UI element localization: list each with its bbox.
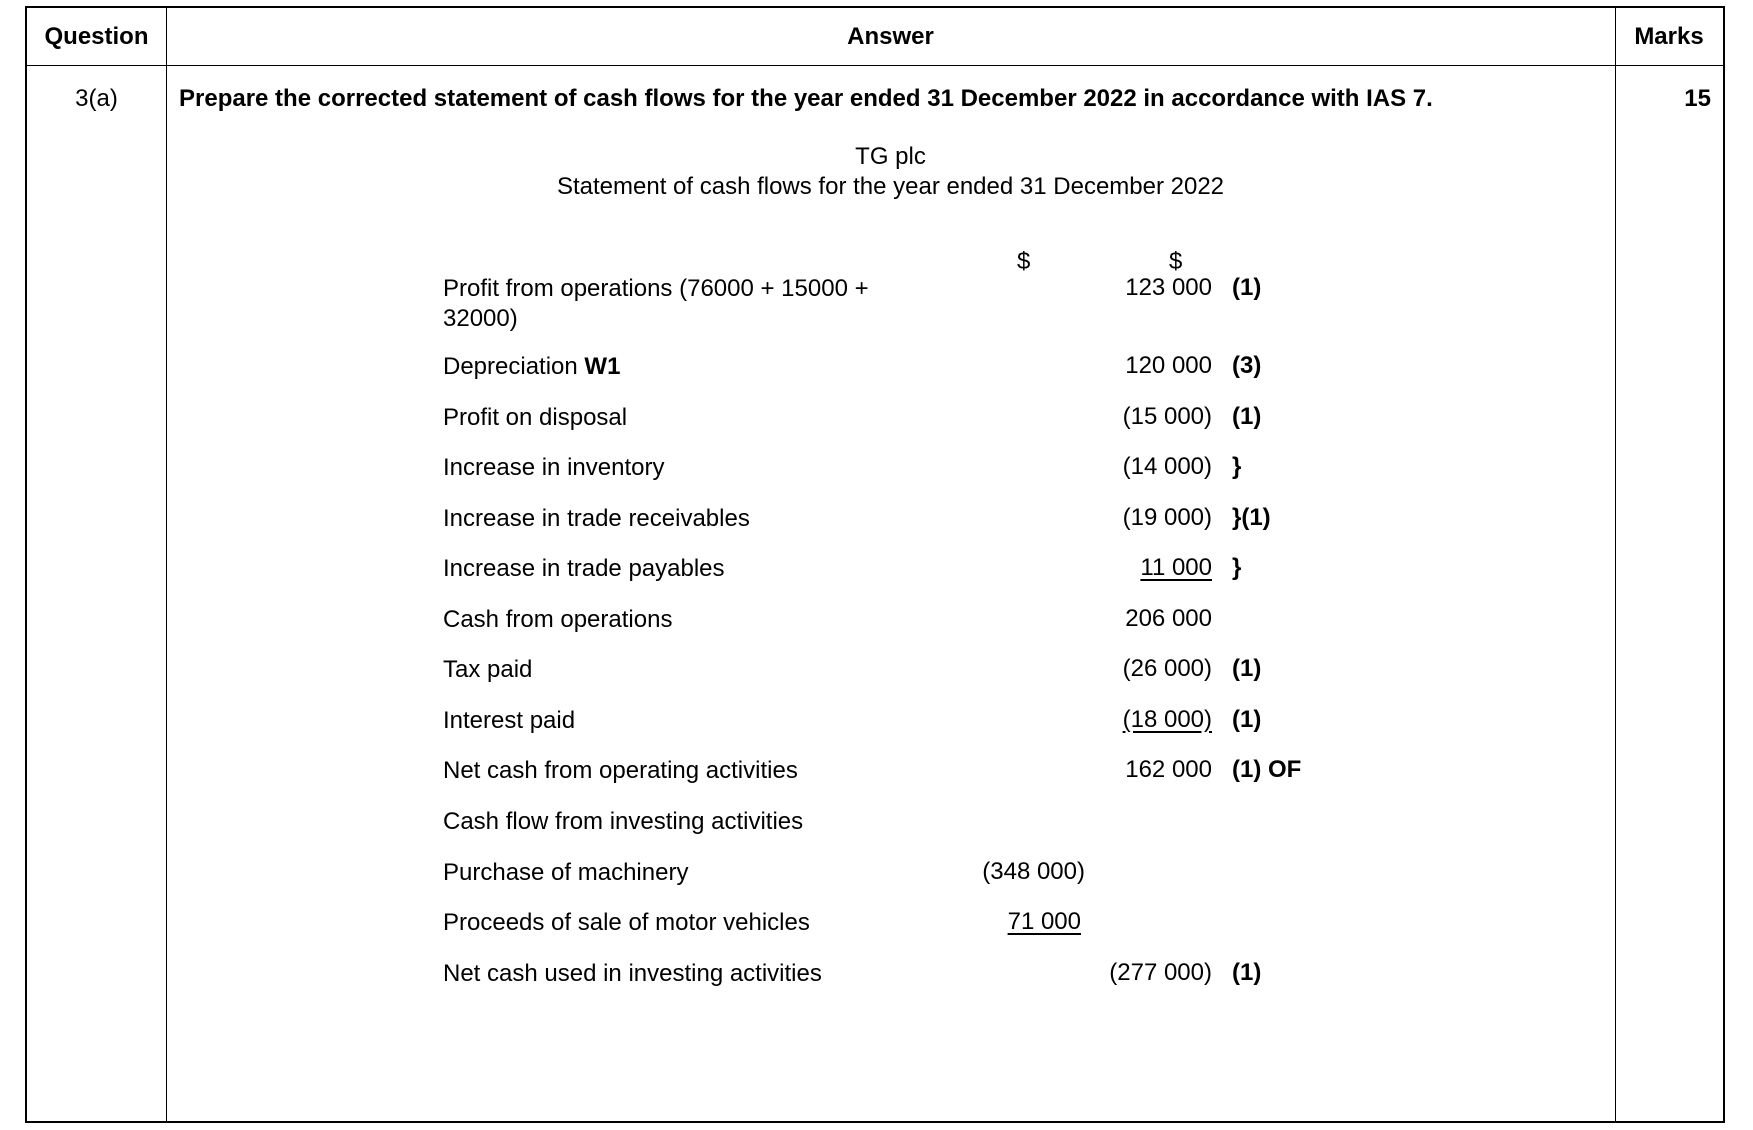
mark-scheme-table	[25, 6, 1725, 1123]
column-header-dollar-2: $	[1169, 248, 1183, 275]
row-label: Profit from operations (76000 + 15000 + 32000)	[443, 275, 869, 332]
row-label: Depreciation W1	[443, 353, 621, 380]
row-amount: 206 000	[1125, 605, 1212, 632]
row-amount: 11 000	[1140, 554, 1212, 581]
row-label: Increase in inventory	[443, 454, 665, 481]
row-mark: }(1)	[1232, 504, 1271, 531]
row-amount: 162 000	[1125, 756, 1212, 783]
header-answer: Answer	[847, 22, 934, 50]
row-amount: 123 000	[1125, 274, 1212, 301]
column-header-dollar-1: $	[1017, 248, 1031, 275]
row-mark: (1)	[1232, 706, 1262, 733]
row-label: Proceeds of sale of motor vehicles	[443, 909, 810, 936]
row-label: Net cash used in investing activities	[443, 960, 822, 987]
question-number: 3(a)	[75, 85, 118, 112]
row-amount: 120 000	[1125, 352, 1212, 379]
marks-total: 15	[1684, 85, 1711, 112]
row-mark: (3)	[1232, 352, 1262, 379]
statement-title: Statement of cash flows for the year ended 31 December 2022	[556, 173, 1225, 200]
row-label: Increase in trade receivables	[443, 505, 750, 532]
row-label: Interest paid	[443, 707, 576, 734]
header-divider	[27, 65, 1723, 66]
row-mark: (1) OF	[1232, 756, 1302, 783]
row-label: Purchase of machinery	[443, 859, 689, 886]
row-label: Profit on disposal	[443, 404, 628, 431]
row-label: Cash from operations	[443, 606, 673, 633]
header-marks: Marks	[1634, 22, 1704, 50]
row-label: Net cash from operating activities	[443, 757, 798, 784]
row-mark: (1)	[1232, 274, 1262, 301]
row-label: Tax paid	[443, 656, 533, 683]
row-mark: (1)	[1232, 959, 1262, 986]
row-amount: (26 000)	[1122, 655, 1212, 682]
row-amount: (14 000)	[1122, 453, 1212, 480]
company-name: TG plc	[855, 143, 926, 170]
row-amount: (18 000)	[1122, 706, 1212, 733]
row-mark: (1)	[1232, 403, 1262, 430]
row-mark: }	[1232, 554, 1242, 581]
row-amount: (15 000)	[1122, 403, 1212, 430]
row-mark: (1)	[1232, 655, 1262, 682]
header-question: Question	[44, 22, 149, 50]
row-amount: (19 000)	[1122, 504, 1212, 531]
row-mark: }	[1232, 453, 1242, 480]
row-amount: (348 000)	[982, 858, 1085, 885]
column-divider	[1615, 8, 1616, 1121]
question-prompt: Prepare the corrected statement of cash flows for the year ended 31 December 2022 in accordance with IAS 7.	[179, 85, 1433, 112]
row-amount: 71 000	[1007, 908, 1081, 935]
row-amount: (277 000)	[1109, 959, 1212, 986]
row-label: Increase in trade payables	[443, 555, 725, 582]
working-reference: W1	[584, 353, 621, 380]
row-label: Cash flow from investing activities	[443, 808, 804, 835]
